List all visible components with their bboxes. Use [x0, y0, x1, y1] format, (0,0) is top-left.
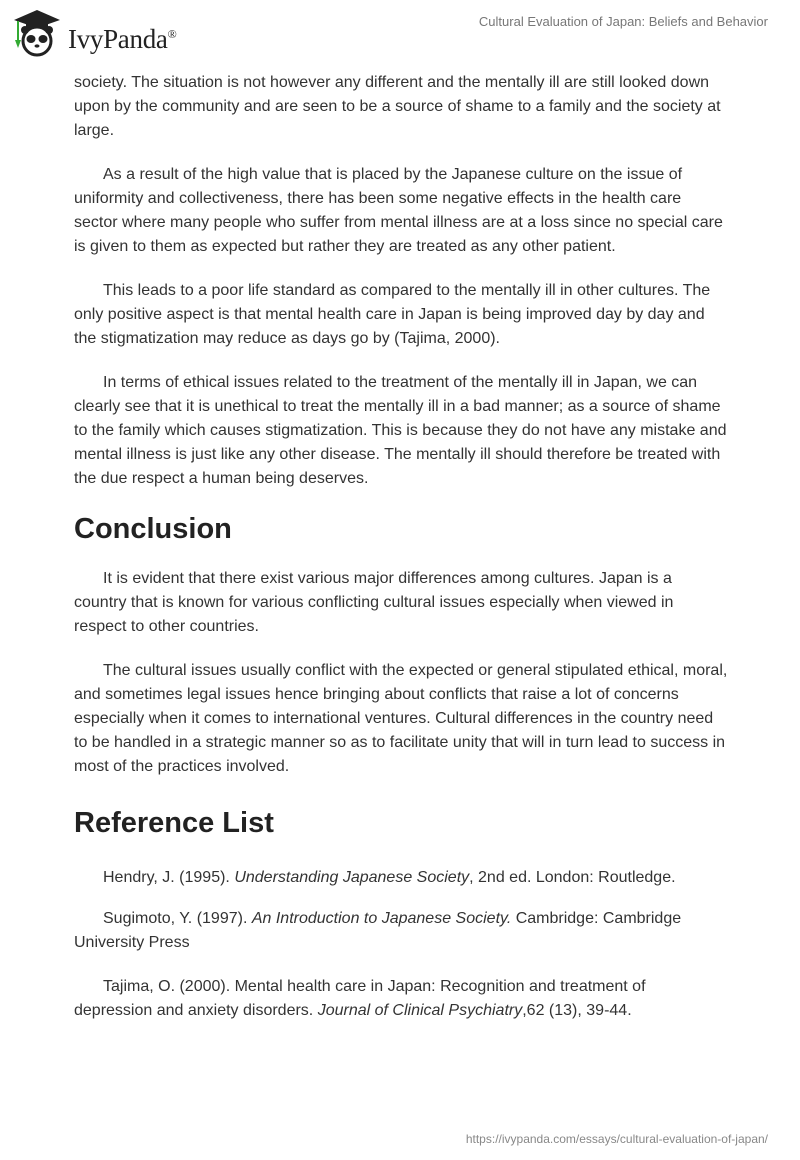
- ivypanda-logo[interactable]: [12, 8, 176, 58]
- conclusion-paragraph: It is evident that there exist various major differences among cultures. Japan is a country that is known for various conflicting cultural issues especially when viewed in respect to other countries.: [74, 570, 674, 635]
- conclusion-paragraph: The cultural issues usually conflict with the expected or general stipulated ethical, moral, and sometimes legal issues hence bringing about conflicts that raise a lot of concerns especially when it comes to international ventures. Cultural differences in the country need to be handled in a strategic manner so as to facilitate unity that will in turn lead to success in most of the practices involved.: [74, 662, 728, 775]
- panda-graduate-icon: [12, 8, 62, 58]
- body-paragraph: society. The situation is not however any different and the mentally ill are still looked down upon by the community and are seen to be a source of shame to a family and the society at large.: [74, 74, 721, 139]
- body-paragraph: In terms of ethical issues related to the treatment of the mentally ill in Japan, we can clearly see that it is unethical to treat the mentally ill in a bad manner; as a source of shame to the family which causes stigmatization. This is because they do not have any mistake and mental illness is just like any other disease. The mentally ill should therefore be treated with the due respect a human being deserves.: [74, 374, 727, 487]
- reference-item: Tajima, O. (2000). Mental health care in Japan: Recognition and treatment of depression and anxiety disorders. Journal of Clinical Psychiatry,62 (13), 39-44.: [74, 978, 646, 1019]
- body-paragraph: This leads to a poor life standard as compared to the mentally ill in other cultures. The only positive aspect is that mental health care in Japan is being improved day by day and the stigmatization may reduce as days go by (Tajima, 2000).: [74, 282, 711, 347]
- reference-list-heading: Reference List: [74, 807, 274, 839]
- reference-item: Hendry, J. (1995). Understanding Japanese Society, 2nd ed. London: Routledge.: [103, 869, 676, 886]
- reference-item: Sugimoto, Y. (1997). An Introduction to Japanese Society. Cambridge: Cambridge University Press: [74, 910, 682, 951]
- source-url[interactable]: https://ivypanda.com/essays/cultural-evaluation-of-japan/: [465, 1132, 768, 1146]
- logo-text: IvyPanda®: [68, 23, 177, 54]
- body-paragraph: As a result of the high value that is placed by the Japanese culture on the issue of uniformity and collectiveness, there has been some negative effects in the health care sector where many people who suffer from mental illness are at a loss since no special care is given to them as expected but rather they are treated as any other patient.: [74, 166, 723, 255]
- conclusion-heading: Conclusion: [74, 513, 232, 545]
- document-title: Cultural Evaluation of Japan: Beliefs and Behavior: [478, 14, 768, 29]
